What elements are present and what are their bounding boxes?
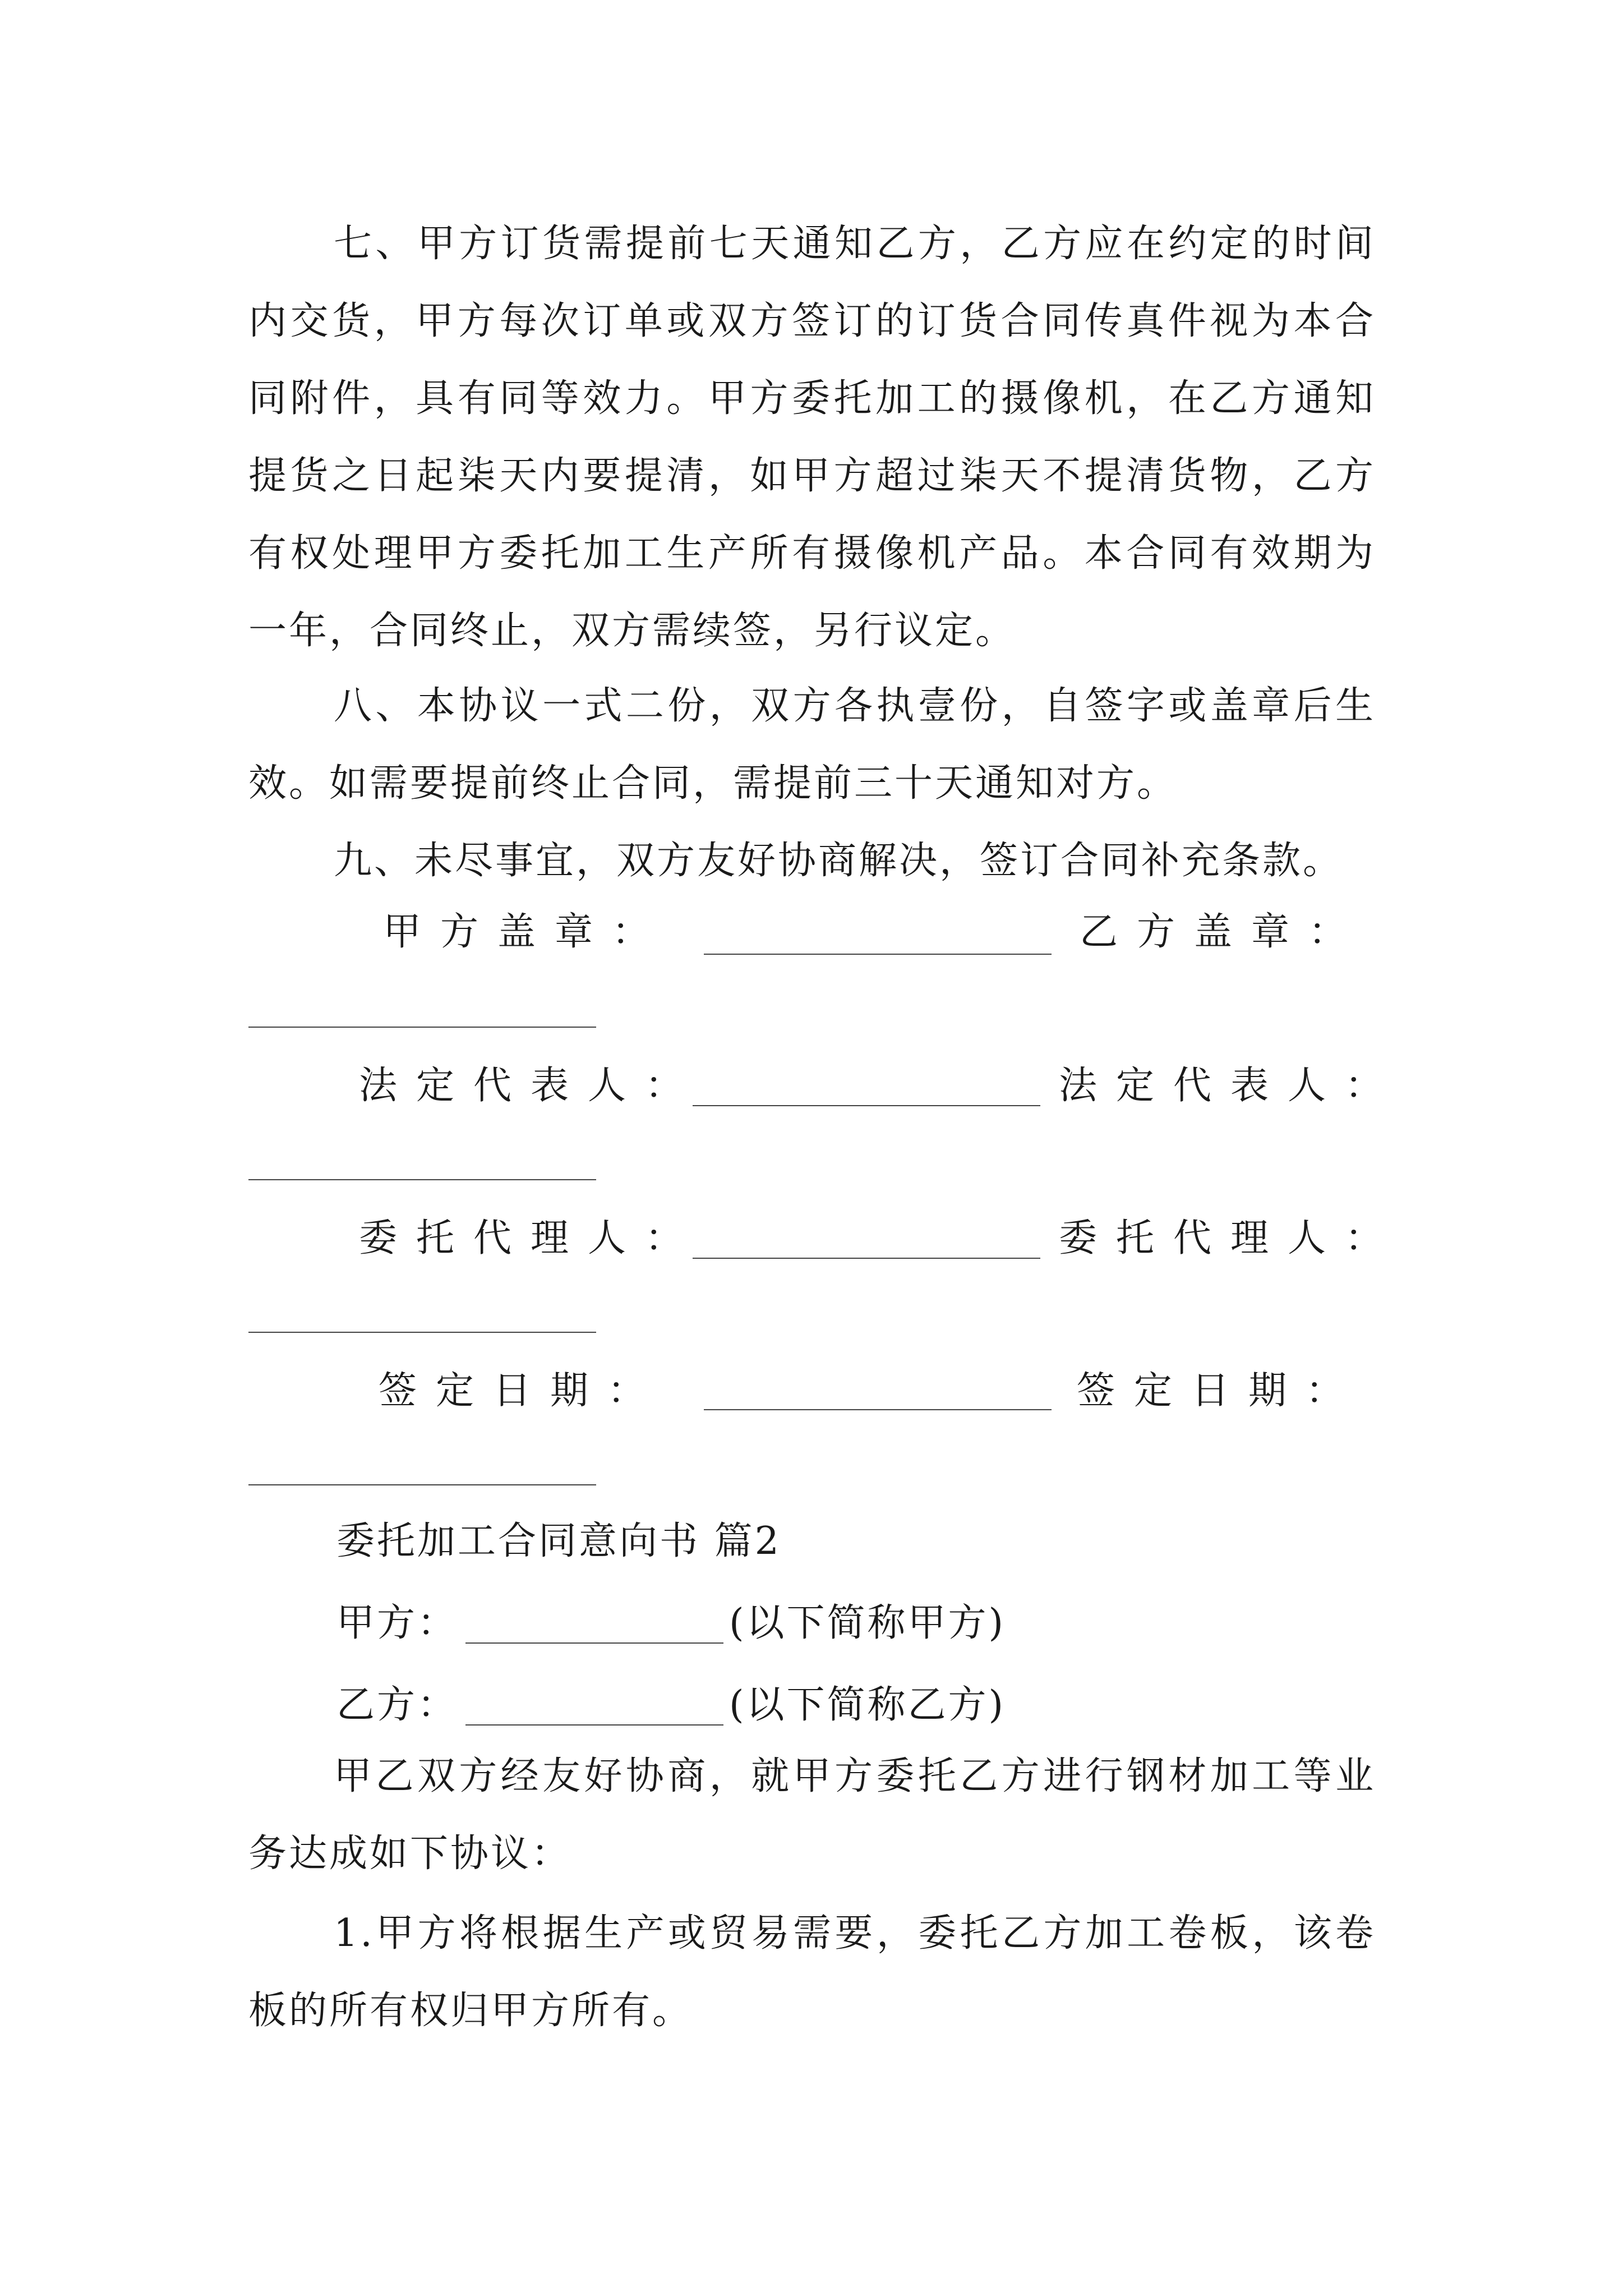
clause-9: 九、未尽事宜，双方友好协商解决，签订合同补充条款。: [334, 839, 1344, 883]
date-a-label: 签定日期：: [379, 1369, 665, 1413]
section-2-title: 委托加工合同意向书 篇2: [336, 1519, 781, 1563]
legal-rep-b-blank: [248, 1179, 596, 1180]
party-a-label: 甲方：: [336, 1601, 458, 1645]
agent-b-blank: [248, 1332, 596, 1333]
date-b-blank: [248, 1484, 596, 1485]
date-a-blank: [704, 1409, 1052, 1410]
clause-7: 七、甲方订货需提前七天通知乙方，乙方应在约定的时间内交货，甲方每次订单或双方签订的订货合同传真件视为本合同附件，具有同等效力。甲方委托加工的摄像机，在乙方通知提货之日起柒天内要提清，如甲方超过柒天不提清货物，乙方有权处理甲方委托加工生产所有摄像机产品。本合同有效期为一年，合同终止，双方需续签，另行议定。: [248, 222, 1376, 653]
party-b-seal-label: 乙方盖章：: [1080, 910, 1366, 954]
party-b-label: 乙方：: [336, 1683, 458, 1727]
clause-8: 八、本协议一式二份，双方各执壹份，自签字或盖章后生效。如需要提前终止合同，需提前三十天通知对方。: [248, 684, 1376, 806]
legal-rep-a-label: 法定代表人：: [359, 1064, 703, 1108]
agent-b-label: 委托代理人：: [1059, 1216, 1403, 1260]
party-b-suffix: (以下简称乙方): [729, 1683, 1006, 1727]
date-b-label: 签定日期：: [1077, 1369, 1363, 1413]
section-2-item-1: 1.甲方将根据生产或贸易需要，委托乙方加工卷板，该卷板的所有权归甲方所有。: [248, 1911, 1376, 2033]
agent-a-blank: [693, 1258, 1040, 1259]
party-b-name-blank: [465, 1724, 723, 1726]
party-a-seal-blank: [704, 954, 1052, 955]
legal-rep-a-blank: [693, 1105, 1040, 1106]
party-a-seal-label: 甲方盖章：: [383, 910, 670, 954]
party-a-name-blank: [465, 1642, 723, 1644]
agent-a-label: 委托代理人：: [359, 1216, 703, 1260]
section-2-intro: 甲乙双方经友好协商，就甲方委托乙方进行钢材加工等业务达成如下协议：: [248, 1754, 1376, 1876]
party-b-seal-blank: [248, 1027, 596, 1028]
party-a-suffix: (以下简称甲方): [729, 1601, 1006, 1645]
legal-rep-b-label: 法定代表人：: [1059, 1064, 1403, 1108]
